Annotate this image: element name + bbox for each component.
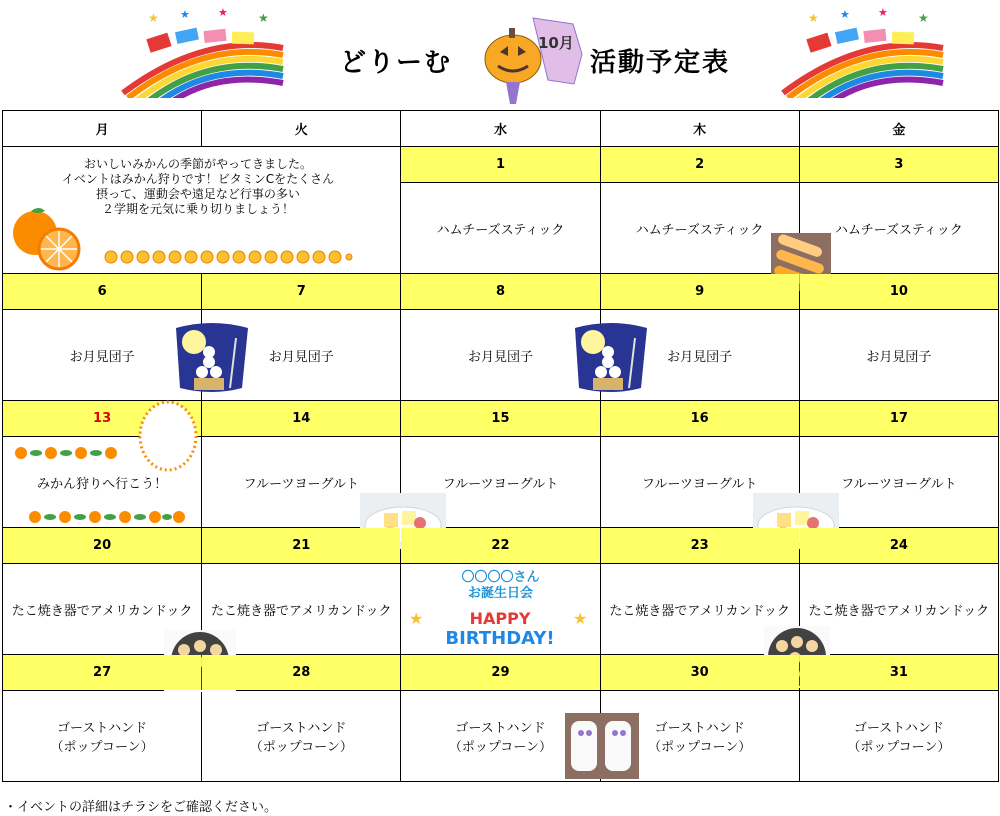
content-row [3, 564, 999, 655]
svg-text:★: ★ [258, 11, 269, 25]
menu-cell: ゴーストハンド （ポップコーン） [202, 691, 401, 782]
date-cell: 31 [799, 655, 998, 691]
svg-text:★: ★ [218, 8, 228, 19]
ghost-hand-popcorn-photo [565, 713, 639, 779]
happy-birthday-banner [407, 606, 593, 648]
menu-text: ハムチーズスティック [635, 222, 764, 238]
menu-cell: たこ焼き器でアメリカンドック [3, 564, 202, 655]
menu-cell [202, 564, 401, 655]
svg-text:★: ★ [808, 11, 819, 25]
moon-viewing-icon [571, 318, 651, 396]
orange-dots-decoration [103, 249, 353, 265]
menu-cell: フルーツヨーグルト [401, 437, 600, 528]
rainbow-train-icon [118, 8, 288, 98]
page-header [0, 0, 1000, 110]
svg-text:★: ★ [918, 11, 929, 25]
content-row [3, 310, 999, 401]
month-badge: 10月 [538, 34, 574, 52]
menu-cell: お月見団子 [799, 310, 998, 401]
date-cell: 27 [3, 655, 202, 691]
date-row [3, 655, 999, 691]
weekday-wed: 水 [401, 111, 600, 147]
intro-line: 摂って、運動会や遠足など行事の多い [96, 187, 300, 201]
orange-garland-icon [13, 443, 123, 463]
date-row [3, 528, 999, 564]
menu-cell [799, 564, 998, 655]
pumpkin-icon [478, 14, 588, 106]
date-cell: 29 [401, 655, 600, 691]
svg-text:★: ★ [180, 8, 190, 21]
content-row [3, 691, 999, 782]
date-cell [3, 401, 202, 437]
menu-cell: お月見団子 [3, 310, 202, 401]
date-cell: 8 [401, 274, 600, 310]
weekday-thu: 木 [600, 111, 799, 147]
title-left: どりーむ [340, 48, 453, 78]
date-cell: 10 [799, 274, 998, 310]
date-cell: 9 [600, 274, 799, 310]
rainbow-train-icon [778, 8, 948, 98]
menu-text: フルーツヨーグルト [641, 476, 758, 492]
menu-cell: ゴーストハンド （ポップコーン） [401, 691, 600, 782]
date-row [3, 274, 999, 310]
menu-cell [600, 183, 799, 274]
svg-text:★: ★ [840, 8, 850, 21]
menu-cell: フルーツヨーグルト [799, 437, 998, 528]
date-cell: 1 [401, 147, 600, 183]
holiday-date: 13 [93, 411, 112, 426]
menu-cell: ゴーストハンド （ポップコーン） [3, 691, 202, 782]
menu-cell [600, 691, 799, 782]
date-cell: 14 [202, 401, 401, 437]
date-cell: 2 [600, 147, 799, 183]
menu-cell [202, 310, 401, 401]
menu-text: お月見団子 [268, 349, 334, 365]
weekday-mon: 月 [3, 111, 202, 147]
calendar-table [2, 110, 999, 782]
intro-cell [3, 147, 401, 274]
menu-cell [600, 437, 799, 528]
menu-cell: お月見団子 [401, 310, 600, 401]
menu-cell: ハムチーズスティック [401, 183, 600, 274]
menu-text: たこ焼き器でアメリカンドック [808, 603, 990, 619]
menu-cell: ハムチーズスティック [799, 183, 998, 274]
menu-text: みかん狩りへ行こう！ [37, 476, 168, 492]
date-cell: 17 [799, 401, 998, 437]
date-cell: 28 [202, 655, 401, 691]
orange-garland-icon [27, 507, 187, 527]
title-right: 活動予定表 [590, 48, 731, 78]
date-cell: 22 [401, 528, 600, 564]
menu-text: たこ焼き器でアメリカンドック [210, 603, 392, 619]
footer-note: ・イベントの詳細はチラシをご確認ください。 [4, 800, 278, 815]
orange-icon [9, 205, 81, 271]
date-cell: 24 [799, 528, 998, 564]
date-cell: 21 [202, 528, 401, 564]
menu-cell: ゴーストハンド （ポップコーン） [799, 691, 998, 782]
content-row [3, 437, 999, 528]
menu-cell: たこ焼き器でアメリカンドック [600, 564, 799, 655]
intro-text [43, 157, 353, 217]
weekday-fri: 金 [799, 111, 998, 147]
banner-line-1: HAPPY [470, 609, 531, 628]
date-cell: 7 [202, 274, 401, 310]
svg-text:★: ★ [148, 11, 159, 25]
date-row [3, 401, 999, 437]
moon-viewing-icon [172, 318, 252, 396]
svg-text:★: ★ [409, 609, 424, 628]
menu-cell [600, 310, 799, 401]
date-cell: 6 [3, 274, 202, 310]
date-cell: 23 [600, 528, 799, 564]
intro-line: ２学期を元気に乗り切りましょう！ [101, 202, 294, 216]
svg-text:★: ★ [573, 609, 588, 628]
birthday-cell [401, 564, 600, 655]
date-cell: 15 [401, 401, 600, 437]
menu-text: ゴーストハンド （ポップコーン） [648, 721, 752, 755]
menu-cell [3, 437, 202, 528]
menu-text: お月見団子 [667, 349, 733, 365]
date-cell: 16 [600, 401, 799, 437]
intro-line: おいしいみかんの季節がやってきました。 [83, 157, 312, 171]
weekday-tue: 火 [202, 111, 401, 147]
date-cell: 3 [799, 147, 998, 183]
weekday-header-row [3, 111, 999, 147]
date-cell: 20 [3, 528, 202, 564]
date-cell: 30 [600, 655, 799, 691]
birthday-name: 〇〇〇〇さん [461, 570, 540, 585]
birthday-label: お誕生日会 [467, 586, 533, 601]
banner-line-2: BIRTHDAY! [445, 628, 556, 648]
menu-text: フルーツヨーグルト [243, 476, 360, 492]
svg-text:★: ★ [878, 8, 888, 19]
intro-line: イベントはみかん狩りです！ビタミンCをたくさん [61, 172, 335, 186]
menu-cell [202, 437, 401, 528]
date-row [3, 147, 999, 183]
